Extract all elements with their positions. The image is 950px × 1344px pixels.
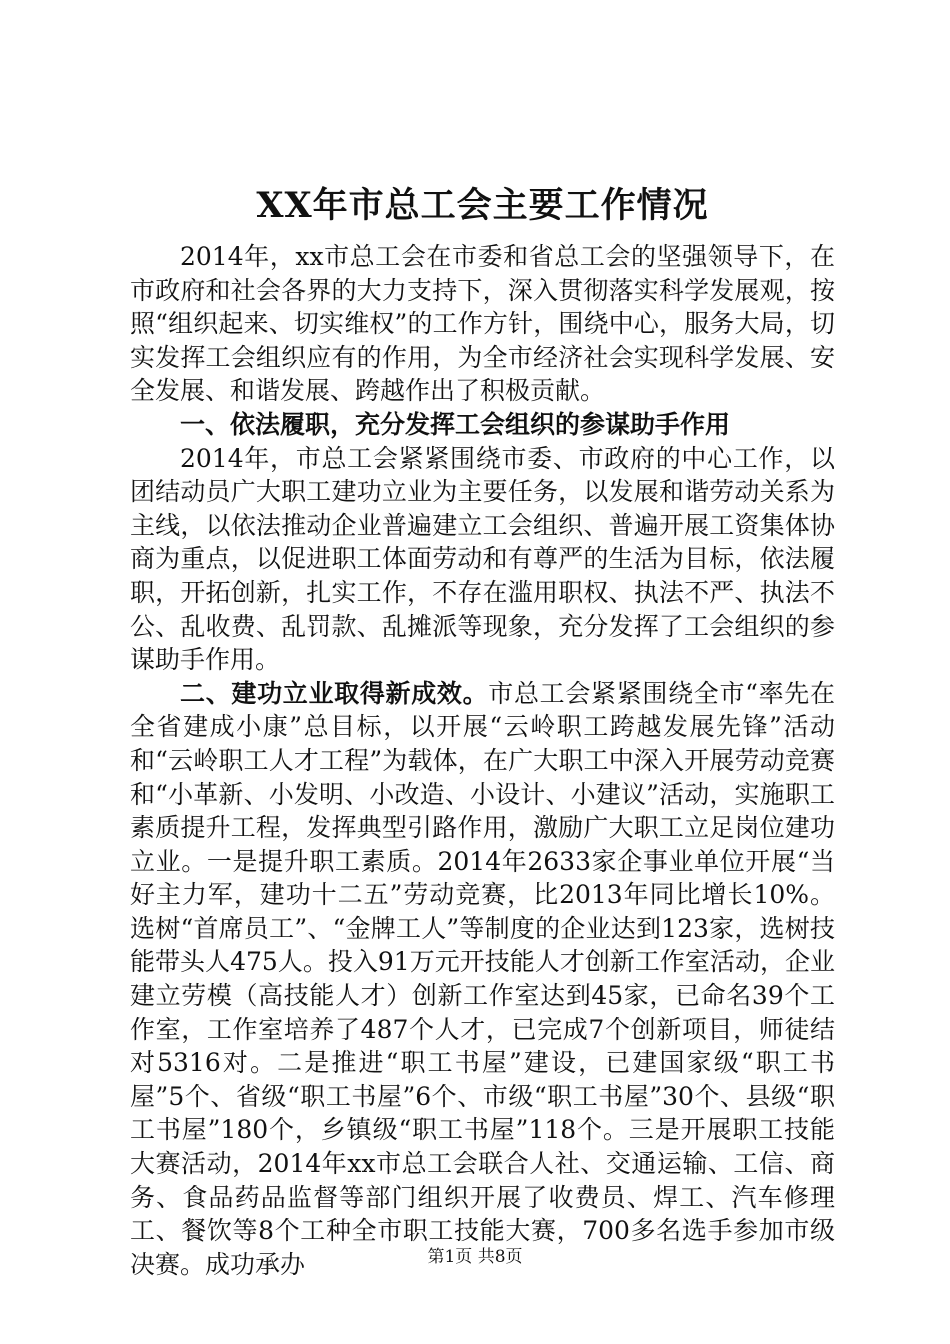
section-2-text: 市总工会紧紧围绕全市“率先在全省建成小康”总目标，以开展“云岭职工跨越发展先锋”活动和“云岭职工人才工程”为载体，在广大职工中深入开展劳动竞赛和“小革新、小发明、小改造、小设计、小建议”活动，实施职工素质提升工程，发挥典型引路作用，激励广大职工立足岗位建功立业。一是提升职工素质。2014年2633家企事业单位开展“当好主力军，建功十二五”劳动竞赛，比2013年同比增长10%。选树“首席员工”、“金牌工人”等制度的企业达到123家，选树技能带头人475人。投入91万元开技能人才创新工作室活动，企业建立劳模（高技能人才）创新工作室达到45家，已命名39个工作室，工作室培养了487个人才，已完成7个创新项目，师徒结对5316对。二是推进“职工书屋”建设，已建国家级“职工书屋”5个、省级“职工书屋”6个、市级“职工书屋”30个、县级“职工书屋”180个，乡镇级“职工书屋”118个。三是开展职工技能大赛活动，2014年xx市总工会联合人社、交通运输、工信、商务、食品药品监督等部门组织开展了收费员、焊工、汽车修理工、餐饮等8个工种全市职工技能大赛，700多名选手参加市级决赛。成功承办 — [130, 678, 835, 1279]
document-title: XX年市总工会主要工作情况 — [256, 185, 709, 226]
section-heading-2: 二、建功立业取得新成效。 — [180, 678, 489, 708]
section-1-paragraph: 2014年，市总工会紧紧围绕市委、市政府的中心工作，以团结动员广大职工建功立业为主要任务，以发展和谐劳动关系为主线，以依法推动企业普遍建立工会组织、普遍开展工资集体协商为重点，以促进职工体面劳动和有尊严的生活为目标，依法履职，开拓创新，扎实工作，不存在滥用职权、执法不严、执法不公、乱收费、乱罚款、乱摊派等现象，充分发挥了工会组织的参谋助手作用。 — [130, 443, 835, 675]
intro-paragraph: 2014年，xx市总工会在市委和省总工会的坚强领导下，在市政府和社会各界的大力支持下，深入贯彻落实科学发展观，按照“组织起来、切实维权”的工作方针，围绕中心，服务大局，切实发挥工会组织应有的作用，为全市经济社会实现科学发展、安全发展、和谐发展、跨越作出了积极贡献。 — [130, 242, 835, 406]
document-page — [130, 0, 835, 1344]
section-2-paragraph — [130, 677, 835, 1282]
page-footer: 第1页 共8页 — [427, 1247, 523, 1267]
document-body — [130, 240, 835, 1281]
section-heading-1: 一、依法履职，充分发挥工会组织的参谋助手作用 — [180, 409, 731, 439]
